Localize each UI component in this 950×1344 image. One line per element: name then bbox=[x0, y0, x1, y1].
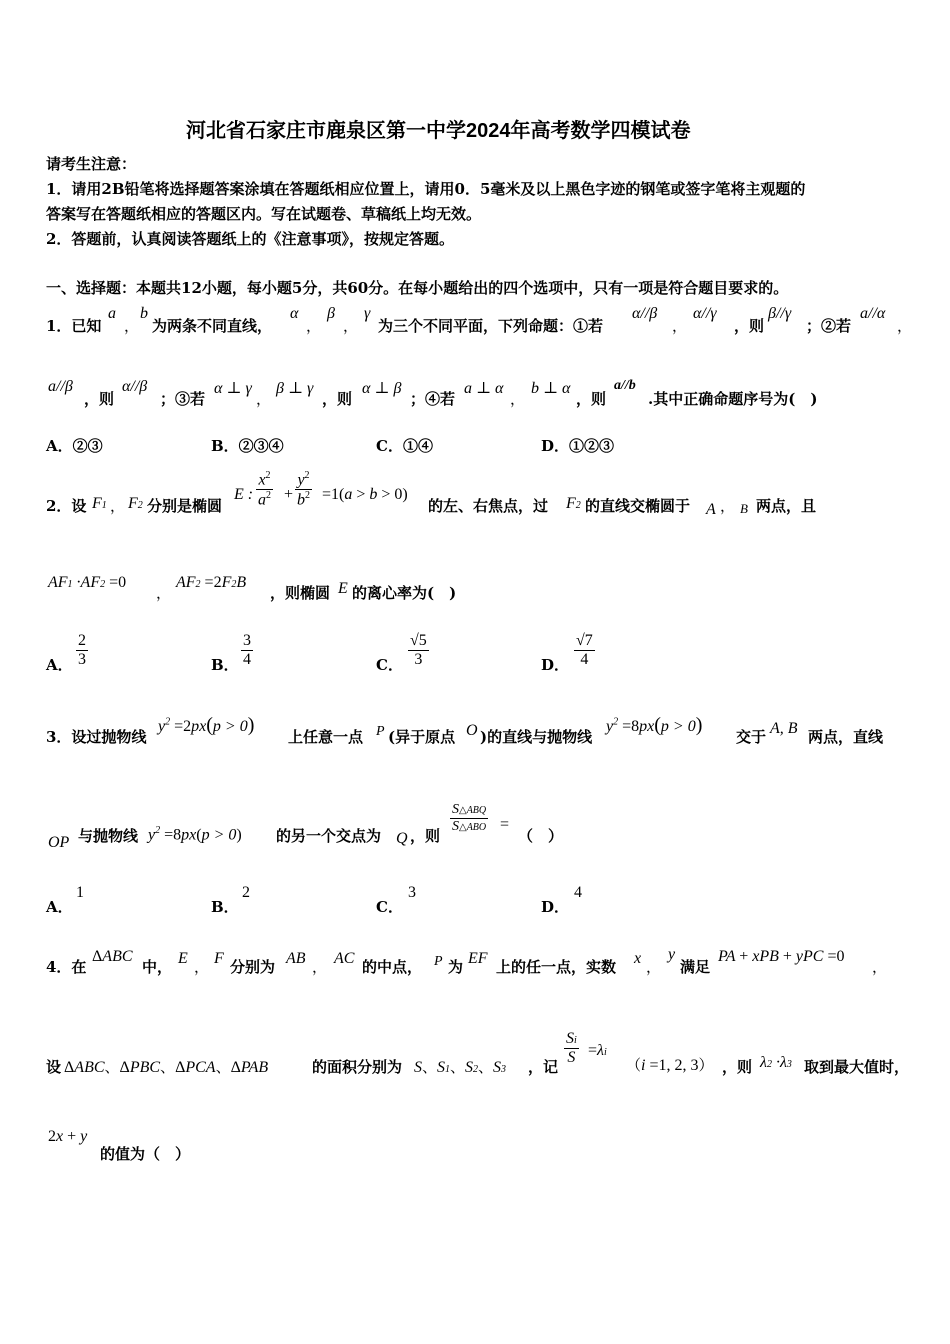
q2-option-c[interactable]: C． bbox=[376, 656, 403, 674]
q2-math: =1(a > b > 0) bbox=[322, 486, 408, 503]
q1-text: .其中正确命题序号为( ) bbox=[648, 390, 818, 408]
q4-math: E bbox=[178, 950, 188, 967]
q3-math: $y^2 =8px(p > 0)$ bbox=[148, 825, 242, 844]
q2-number: 2．设 bbox=[46, 497, 87, 515]
q4-math: F bbox=[214, 950, 224, 967]
q1-option-b[interactable]: B．②③④ bbox=[211, 437, 284, 455]
q4-math: AB bbox=[286, 950, 306, 967]
q3-number: 3．设过抛物线 bbox=[46, 728, 147, 746]
q2-sep: ， bbox=[720, 497, 736, 515]
q2-math: B bbox=[740, 501, 748, 516]
q4-sep: ， bbox=[872, 958, 888, 976]
q2-text: 两点，且 bbox=[756, 497, 817, 515]
q2-sep: ， bbox=[156, 584, 172, 602]
q3-text: ，则 bbox=[410, 827, 441, 845]
q3-text: 交于 bbox=[736, 728, 767, 746]
q4-math: P bbox=[434, 954, 443, 969]
q1-math: a//β bbox=[48, 378, 73, 395]
q2-math: F2 bbox=[566, 495, 581, 512]
q1-option-a[interactable]: A．②③ bbox=[46, 437, 103, 455]
q4-text: 分别为 bbox=[230, 958, 276, 976]
q1-math: α ⊥ β bbox=[362, 380, 402, 397]
q1-math: a bbox=[108, 305, 116, 322]
q4-math: EF bbox=[468, 950, 488, 967]
q2-text: 的左、右焦点，过 bbox=[428, 497, 549, 515]
q1-math: β ⊥ γ bbox=[276, 380, 314, 397]
q1-text: ；③若 bbox=[160, 390, 206, 408]
q4-math: y bbox=[668, 946, 676, 963]
q2-text: ，则椭圆 bbox=[270, 584, 331, 602]
q1-math: α//β bbox=[632, 305, 658, 322]
q3-math: Q bbox=[396, 830, 408, 847]
q3-math: OP bbox=[48, 834, 70, 851]
q1-math: γ bbox=[364, 305, 371, 322]
q3-text: (异于原点 bbox=[388, 728, 456, 746]
q3-math: $y^2 =2px(p > 0)$ bbox=[158, 714, 255, 736]
q2-math: E bbox=[338, 580, 348, 597]
q1-math: β bbox=[327, 305, 335, 322]
q2-math: F2 bbox=[128, 495, 143, 512]
q2-fraction: $\frac{x^2}{a^2}$ bbox=[258, 470, 271, 509]
q4-math: AC bbox=[334, 950, 355, 967]
q2-fraction: $\frac{y^2}{b^2}$ bbox=[297, 470, 310, 509]
q4-text: 的面积分别为 bbox=[312, 1058, 403, 1076]
q1-sep: ， bbox=[510, 390, 526, 408]
q1-sep: ， bbox=[306, 317, 322, 335]
section-1-heading: 一、选择题：本题共12小题，每小题5分，共60分。在每小题给出的四个选项中，只有一项是符合题目要求的。 bbox=[46, 279, 789, 297]
q3-text: 上任意一点 bbox=[288, 728, 364, 746]
q1-math: α bbox=[290, 305, 299, 322]
q3-text: 的另一个交点为 bbox=[276, 827, 382, 845]
q3-option-c-value: 3 bbox=[408, 884, 416, 901]
q4-text: 上的任一点，实数 bbox=[496, 958, 617, 976]
notice-item-2: 2．答题前，认真阅读答题纸上的《注意事项》，按规定答题。 bbox=[46, 230, 454, 248]
q4-math: （i =1, 2, 3） bbox=[626, 1056, 714, 1074]
q1-math: β//γ bbox=[768, 305, 792, 322]
q3-math: $y^2 =8px(p > 0)$ bbox=[606, 714, 703, 736]
q2-math: + bbox=[284, 486, 294, 503]
q1-option-d[interactable]: D．①②③ bbox=[541, 437, 615, 455]
q1-text: ，则 bbox=[576, 390, 607, 408]
q4-text: 的值为（ ） bbox=[100, 1145, 191, 1163]
q2-math: AF2 =2F2B bbox=[176, 574, 247, 591]
q4-sep: ， bbox=[646, 958, 662, 976]
q3-text: （ ） bbox=[518, 827, 564, 845]
q3-math: O bbox=[466, 722, 478, 739]
q1-sep: ， bbox=[124, 317, 140, 335]
q2-option-d-value: $\frac{√7}{4}$ bbox=[576, 632, 593, 668]
q2-text: 的直线交椭圆于 bbox=[585, 497, 691, 515]
q3-option-a[interactable]: A． bbox=[46, 898, 73, 916]
q4-math: =λi bbox=[588, 1042, 607, 1059]
notice-item-1-line-1: 1．请用2B铅笔将选择题答案涂填在答题纸相应位置上，请用0．5毫米及以上黑色字迹的钢笔或签字笔将主观题的 bbox=[46, 180, 806, 198]
q1-math: α ⊥ γ bbox=[214, 380, 252, 397]
q2-math: E : bbox=[234, 486, 254, 503]
q4-text: ，则 bbox=[722, 1058, 753, 1076]
q1-text: ，则 bbox=[322, 390, 353, 408]
q3-text: 两点，直线 bbox=[808, 728, 884, 746]
q1-sep: ， bbox=[672, 317, 688, 335]
q4-math: PA + xPB + yPC =0 bbox=[718, 948, 845, 965]
q1-math: b ⊥ α bbox=[531, 380, 571, 397]
q4-text: 满足 bbox=[680, 958, 711, 976]
q3-math: P bbox=[376, 724, 385, 739]
q4-math: S、S1、S2、S3 bbox=[414, 1058, 507, 1076]
q3-option-d-value: 4 bbox=[574, 884, 582, 901]
q1-math: a//b bbox=[614, 378, 636, 393]
q2-option-b-value: $\frac{3}{4}$ bbox=[243, 632, 251, 668]
q1-math: a ⊥ α bbox=[464, 380, 504, 397]
q2-text: 分别是椭圆 bbox=[147, 497, 223, 515]
q1-text: ；②若 bbox=[806, 317, 852, 335]
q2-math: A bbox=[706, 501, 716, 518]
q1-math: α//β bbox=[122, 378, 148, 395]
q2-option-b[interactable]: B． bbox=[211, 656, 239, 674]
q4-text: 的中点， bbox=[362, 958, 423, 976]
q3-text: )的直线与抛物线 bbox=[480, 728, 593, 746]
q1-option-c[interactable]: C．①④ bbox=[376, 437, 433, 455]
q2-option-c-value: $\frac{√5}{3}$ bbox=[410, 632, 427, 668]
q3-option-c[interactable]: C． bbox=[376, 898, 403, 916]
q2-option-a[interactable]: A． bbox=[46, 656, 73, 674]
q4-math: ΔABC bbox=[92, 948, 133, 965]
q1-text: 为两条不同直线， bbox=[152, 317, 273, 335]
q2-sep: ， bbox=[110, 497, 126, 515]
q1-text: ，则 bbox=[84, 390, 115, 408]
q1-sep: ， bbox=[343, 317, 359, 335]
q2-math: AF1 ·AF2 =0 bbox=[48, 574, 127, 591]
q1-math: b bbox=[140, 305, 148, 322]
q1-sep: ， bbox=[256, 390, 272, 408]
q4-math: λ2 ·λ3 bbox=[760, 1054, 792, 1071]
q1-text: ，则 bbox=[734, 317, 765, 335]
q4-ratio: $\frac{Si}{S}$ bbox=[566, 1030, 577, 1066]
q4-text: 取到最大值时， bbox=[804, 1058, 910, 1076]
q4-text: 为 bbox=[448, 958, 464, 976]
q1-sep: ， bbox=[897, 317, 913, 335]
q4-math: 2x + y bbox=[48, 1128, 88, 1145]
notice-item-1-line-2: 答案写在答题纸相应的答题区内。写在试题卷、草稿纸上均无效。 bbox=[46, 205, 482, 223]
q3-option-b[interactable]: B． bbox=[211, 898, 239, 916]
q4-text: 中， bbox=[142, 958, 173, 976]
q4-math: x bbox=[634, 950, 642, 967]
q3-math: = bbox=[500, 816, 510, 833]
q3-option-a-value: 1 bbox=[76, 884, 84, 901]
q4-text: 设 bbox=[46, 1058, 62, 1076]
notice-heading: 请考生注意： bbox=[46, 155, 137, 173]
q3-option-d[interactable]: D． bbox=[541, 898, 570, 916]
q1-text: 为三个不同平面，下列命题：①若 bbox=[378, 317, 604, 335]
q4-number: 4．在 bbox=[46, 958, 87, 976]
q2-option-d[interactable]: D． bbox=[541, 656, 570, 674]
q4-text: ，记 bbox=[528, 1058, 559, 1076]
q1-number: 1．已知 bbox=[46, 317, 102, 335]
q1-math: a//α bbox=[860, 305, 886, 322]
q4-sep: ， bbox=[194, 958, 210, 976]
q2-text: 的离心率为( ) bbox=[352, 584, 457, 602]
q2-option-a-value: $\frac{2}{3}$ bbox=[78, 632, 86, 668]
q3-option-b-value: 2 bbox=[242, 884, 250, 901]
q1-text: ；④若 bbox=[410, 390, 456, 408]
q3-ratio: S△ABQ S△ABO bbox=[452, 802, 487, 834]
q3-math: A, B bbox=[770, 720, 798, 737]
q4-math: ΔABC、ΔPBC、ΔPCA、ΔPAB bbox=[64, 1058, 269, 1076]
q2-math: F1 bbox=[92, 495, 107, 512]
q1-math: α//γ bbox=[693, 305, 717, 322]
q3-text: 与抛物线 bbox=[78, 827, 139, 845]
page-title: 河北省石家庄市鹿泉区第一中学2024年高考数学四模试卷 bbox=[186, 120, 691, 142]
q4-sep: ， bbox=[312, 958, 328, 976]
